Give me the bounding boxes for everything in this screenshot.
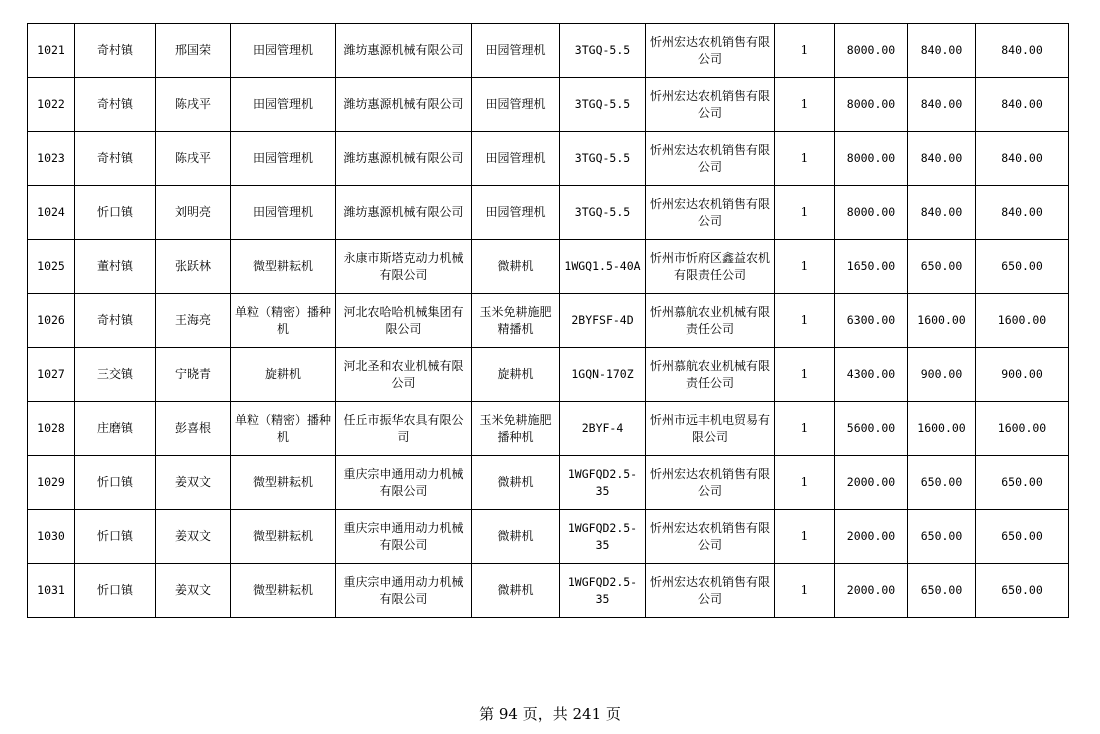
- cell-quantity: 1: [775, 78, 835, 132]
- cell-model: 3TGQ-5.5: [560, 186, 646, 240]
- cell-quantity: 1: [775, 294, 835, 348]
- cell-town: 奇村镇: [75, 132, 156, 186]
- cell-machine-category: 田园管理机: [231, 186, 336, 240]
- cell-serial-no: 1029: [28, 456, 75, 510]
- table-row: [28, 510, 1069, 564]
- cell-quantity: 1: [775, 132, 835, 186]
- cell-town: 奇村镇: [75, 24, 156, 78]
- table-row: [28, 78, 1069, 132]
- cell-farmer-name: 陈戌平: [156, 78, 231, 132]
- cell-town: 忻口镇: [75, 456, 156, 510]
- cell-town: 忻口镇: [75, 186, 156, 240]
- cell-product-name: 田园管理机: [472, 132, 560, 186]
- cell-serial-no: 1030: [28, 510, 75, 564]
- cell-subsidy-amount: 1600.00: [908, 402, 976, 456]
- cell-dealer: 忻州市远丰机电贸易有限公司: [646, 402, 775, 456]
- cell-farmer-name: 刘明亮: [156, 186, 231, 240]
- cell-dealer: 忻州宏达农机销售有限公司: [646, 456, 775, 510]
- cell-total-subsidy: 840.00: [976, 78, 1069, 132]
- cell-serial-no: 1028: [28, 402, 75, 456]
- cell-product-name: 微耕机: [472, 240, 560, 294]
- cell-quantity: 1: [775, 456, 835, 510]
- cell-town: 奇村镇: [75, 294, 156, 348]
- table-row: [28, 564, 1069, 618]
- cell-price: 4300.00: [835, 348, 908, 402]
- table-row: [28, 24, 1069, 78]
- cell-total-subsidy: 1600.00: [976, 402, 1069, 456]
- cell-model: 1WGFQD2.5-35: [560, 510, 646, 564]
- cell-serial-no: 1031: [28, 564, 75, 618]
- cell-farmer-name: 张跃林: [156, 240, 231, 294]
- table-body: [28, 24, 1069, 618]
- cell-manufacturer: 永康市斯塔克动力机械有限公司: [336, 240, 472, 294]
- cell-model: 3TGQ-5.5: [560, 78, 646, 132]
- cell-subsidy-amount: 840.00: [908, 186, 976, 240]
- cell-total-subsidy: 840.00: [976, 186, 1069, 240]
- cell-model: 1WGQ1.5-40A: [560, 240, 646, 294]
- cell-farmer-name: 彭喜根: [156, 402, 231, 456]
- table-row: [28, 240, 1069, 294]
- cell-model: 1WGFQD2.5-35: [560, 456, 646, 510]
- cell-manufacturer: 潍坊惠源机械有限公司: [336, 24, 472, 78]
- cell-dealer: 忻州宏达农机销售有限公司: [646, 24, 775, 78]
- cell-machine-category: 微型耕耘机: [231, 456, 336, 510]
- cell-manufacturer: 河北圣和农业机械有限公司: [336, 348, 472, 402]
- cell-quantity: 1: [775, 510, 835, 564]
- cell-serial-no: 1021: [28, 24, 75, 78]
- table-row: [28, 186, 1069, 240]
- cell-product-name: 旋耕机: [472, 348, 560, 402]
- cell-quantity: 1: [775, 402, 835, 456]
- cell-quantity: 1: [775, 564, 835, 618]
- cell-town: 三交镇: [75, 348, 156, 402]
- cell-farmer-name: 陈戌平: [156, 132, 231, 186]
- cell-farmer-name: 姜双文: [156, 456, 231, 510]
- cell-machine-category: 微型耕耘机: [231, 510, 336, 564]
- cell-product-name: 田园管理机: [472, 78, 560, 132]
- cell-subsidy-amount: 650.00: [908, 510, 976, 564]
- cell-machine-category: 田园管理机: [231, 78, 336, 132]
- cell-machine-category: 微型耕耘机: [231, 240, 336, 294]
- cell-model: 3TGQ-5.5: [560, 132, 646, 186]
- cell-manufacturer: 重庆宗申通用动力机械有限公司: [336, 456, 472, 510]
- cell-farmer-name: 王海亮: [156, 294, 231, 348]
- table-row: [28, 132, 1069, 186]
- cell-serial-no: 1023: [28, 132, 75, 186]
- cell-machine-category: 田园管理机: [231, 132, 336, 186]
- cell-total-subsidy: 1600.00: [976, 294, 1069, 348]
- cell-dealer: 忻州宏达农机销售有限公司: [646, 132, 775, 186]
- cell-product-name: 玉米免耕施肥精播机: [472, 294, 560, 348]
- cell-total-subsidy: 650.00: [976, 564, 1069, 618]
- cell-product-name: 田园管理机: [472, 186, 560, 240]
- cell-total-subsidy: 900.00: [976, 348, 1069, 402]
- cell-manufacturer: 潍坊惠源机械有限公司: [336, 78, 472, 132]
- table-row: [28, 294, 1069, 348]
- cell-dealer: 忻州宏达农机销售有限公司: [646, 186, 775, 240]
- cell-price: 2000.00: [835, 456, 908, 510]
- cell-model: 3TGQ-5.5: [560, 24, 646, 78]
- cell-machine-category: 微型耕耘机: [231, 564, 336, 618]
- cell-quantity: 1: [775, 348, 835, 402]
- cell-model: 1GQN-170Z: [560, 348, 646, 402]
- cell-machine-category: 田园管理机: [231, 24, 336, 78]
- cell-dealer: 忻州慕航农业机械有限责任公司: [646, 294, 775, 348]
- cell-dealer: 忻州市忻府区鑫益农机有限责任公司: [646, 240, 775, 294]
- cell-product-name: 微耕机: [472, 564, 560, 618]
- page-footer: 第 94 页，共 241 页: [479, 705, 621, 723]
- cell-price: 2000.00: [835, 564, 908, 618]
- cell-machine-category: 旋耕机: [231, 348, 336, 402]
- cell-town: 董村镇: [75, 240, 156, 294]
- cell-serial-no: 1026: [28, 294, 75, 348]
- cell-manufacturer: 任丘市振华农具有限公司: [336, 402, 472, 456]
- cell-quantity: 1: [775, 240, 835, 294]
- cell-subsidy-amount: 650.00: [908, 564, 976, 618]
- cell-town: 忻口镇: [75, 564, 156, 618]
- cell-model: 2BYF-4: [560, 402, 646, 456]
- cell-price: 5600.00: [835, 402, 908, 456]
- cell-subsidy-amount: 840.00: [908, 132, 976, 186]
- cell-manufacturer: 重庆宗申通用动力机械有限公司: [336, 564, 472, 618]
- table-row: [28, 456, 1069, 510]
- cell-price: 6300.00: [835, 294, 908, 348]
- cell-price: 8000.00: [835, 24, 908, 78]
- cell-product-name: 微耕机: [472, 510, 560, 564]
- table-row: [28, 348, 1069, 402]
- cell-quantity: 1: [775, 186, 835, 240]
- cell-total-subsidy: 650.00: [976, 510, 1069, 564]
- cell-price: 2000.00: [835, 510, 908, 564]
- cell-subsidy-amount: 840.00: [908, 24, 976, 78]
- cell-machine-category: 单粒（精密）播种机: [231, 402, 336, 456]
- cell-farmer-name: 姜双文: [156, 564, 231, 618]
- cell-serial-no: 1025: [28, 240, 75, 294]
- cell-town: 奇村镇: [75, 78, 156, 132]
- cell-price: 8000.00: [835, 132, 908, 186]
- cell-price: 8000.00: [835, 186, 908, 240]
- cell-quantity: 1: [775, 24, 835, 78]
- cell-model: 1WGFQD2.5-35: [560, 564, 646, 618]
- cell-manufacturer: 河北农哈哈机械集团有限公司: [336, 294, 472, 348]
- cell-price: 1650.00: [835, 240, 908, 294]
- cell-dealer: 忻州慕航农业机械有限责任公司: [646, 348, 775, 402]
- cell-dealer: 忻州宏达农机销售有限公司: [646, 510, 775, 564]
- cell-machine-category: 单粒（精密）播种机: [231, 294, 336, 348]
- cell-model: 2BYFSF-4D: [560, 294, 646, 348]
- table-row: [28, 402, 1069, 456]
- cell-farmer-name: 宁晓青: [156, 348, 231, 402]
- cell-dealer: 忻州宏达农机销售有限公司: [646, 564, 775, 618]
- cell-dealer: 忻州宏达农机销售有限公司: [646, 78, 775, 132]
- cell-manufacturer: 潍坊惠源机械有限公司: [336, 186, 472, 240]
- cell-subsidy-amount: 650.00: [908, 456, 976, 510]
- cell-serial-no: 1022: [28, 78, 75, 132]
- cell-manufacturer: 重庆宗申通用动力机械有限公司: [336, 510, 472, 564]
- cell-price: 8000.00: [835, 78, 908, 132]
- cell-subsidy-amount: 1600.00: [908, 294, 976, 348]
- cell-total-subsidy: 650.00: [976, 456, 1069, 510]
- subsidy-table: [27, 23, 1069, 618]
- cell-product-name: 田园管理机: [472, 24, 560, 78]
- cell-total-subsidy: 840.00: [976, 132, 1069, 186]
- cell-product-name: 玉米免耕施肥播种机: [472, 402, 560, 456]
- cell-serial-no: 1024: [28, 186, 75, 240]
- cell-subsidy-amount: 650.00: [908, 240, 976, 294]
- cell-total-subsidy: 650.00: [976, 240, 1069, 294]
- cell-subsidy-amount: 840.00: [908, 78, 976, 132]
- cell-farmer-name: 姜双文: [156, 510, 231, 564]
- cell-manufacturer: 潍坊惠源机械有限公司: [336, 132, 472, 186]
- cell-subsidy-amount: 900.00: [908, 348, 976, 402]
- cell-serial-no: 1027: [28, 348, 75, 402]
- cell-product-name: 微耕机: [472, 456, 560, 510]
- cell-total-subsidy: 840.00: [976, 24, 1069, 78]
- cell-town: 庄磨镇: [75, 402, 156, 456]
- cell-town: 忻口镇: [75, 510, 156, 564]
- cell-farmer-name: 邢国荣: [156, 24, 231, 78]
